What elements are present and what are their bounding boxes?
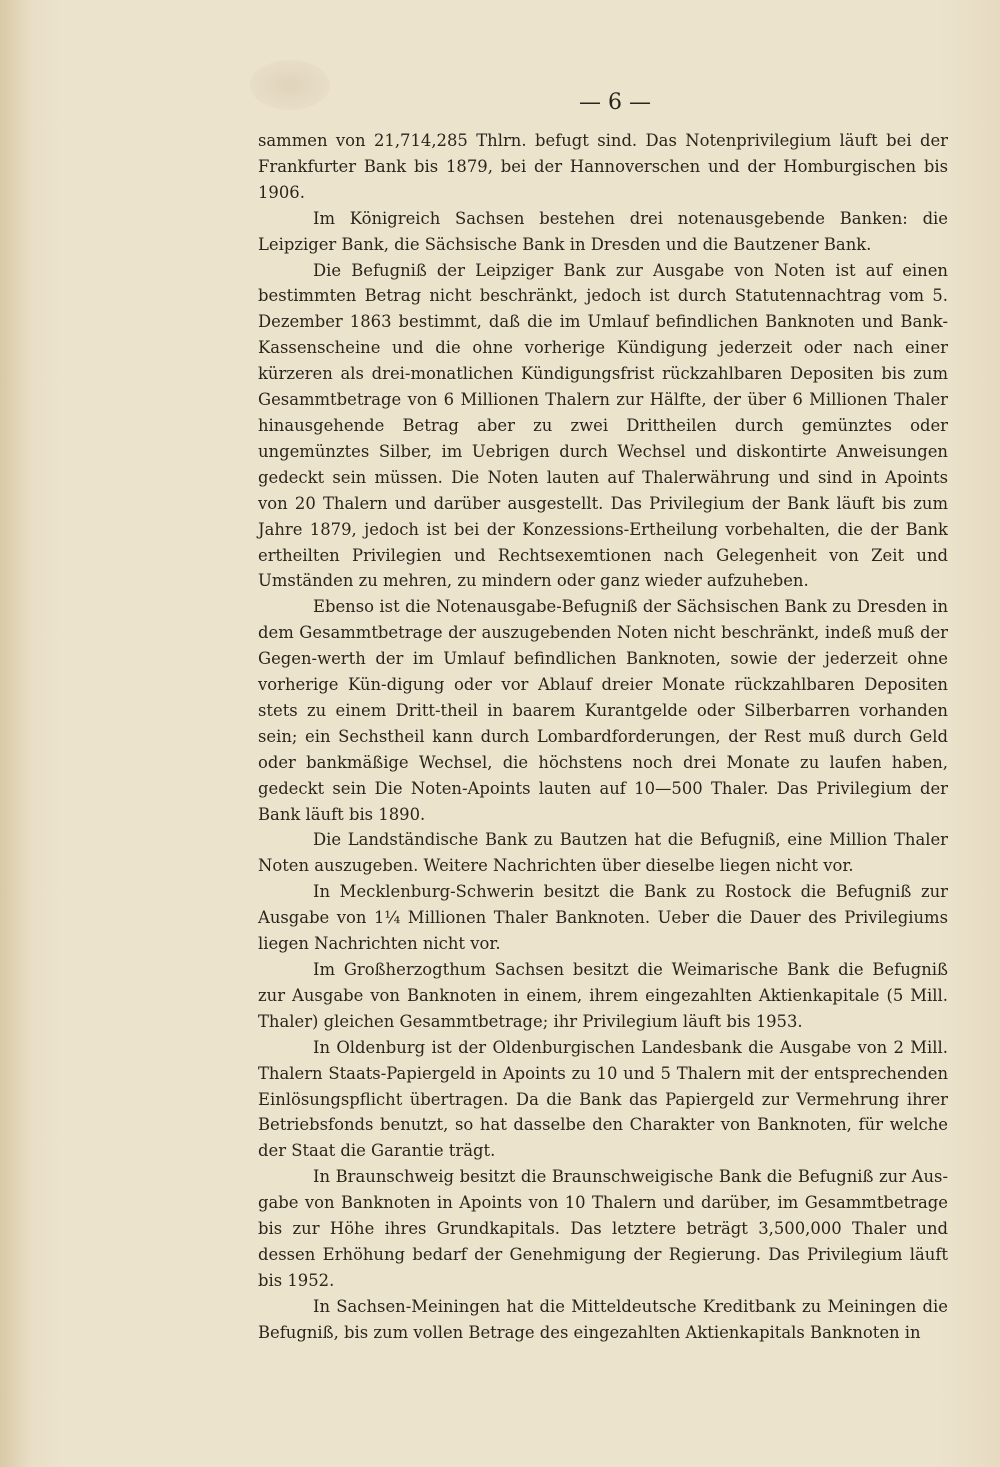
paragraph-8: In Oldenburg ist der Oldenburgischen Landesbank die Ausgabe von 2 Mill. Thalern Staats-Papiergeld in Apoints zu 10 und 5 Thalern mit der entsprechenden Einlösungspflicht übertragen. Da die Bank das Papiergeld zur Vermehrung ihrer Betriebsfonds benutzt, so hat dasselbe den Charakter von Banknoten, für welche der Staat die Garantie trägt. <box>258 1037 948 1161</box>
paragraph-1: sammen von 21,714,285 Thlrn. befugt sind. Das Notenprivilegium läuft bei der Frankfurter Bank bis 1879, bei der Hannoverschen und der Homburgischen bis 1906. <box>258 131 948 202</box>
paragraph-10: In Sachsen-Meiningen hat die Mitteldeutsche Kreditbank zu Meiningen die Befugniß, bis zum vollen Betrage des eingezahlten Aktienkapitals Banknoten in <box>258 1296 948 1342</box>
paragraph-6: In Mecklenburg-Schwerin besitzt die Bank zu Rostock die Befugniß zur Ausgabe von 1¼ Millionen Thaler Banknoten. Ueber die Dauer des Privilegiums liegen Nachrichten nicht vor. <box>258 882 948 954</box>
paragraph-3: Die Befugniß der Leipziger Bank zur Ausgabe von Noten ist auf einen bestimmten Betrag nicht beschränkt, jedoch ist durch Statutennachtrag vom 5. Dezember 1863 bestimmt, daß die im Umlauf befindlichen Banknoten und Bank-Kassenscheine und die ohne vorherige Kündigung jederzeit oder nach einer kürzeren als drei-monatlichen Kündigungsfrist rückzahlbaren Depositen bis zum Gesammtbetrage von 6 Millionen Thalern zur Hälfte, der über 6 Millionen Thaler hinausgehende Betrag aber zu zwei Drittheilen durch gemünztes oder ungemünztes Silber, im Uebrigen durch Wechsel und diskontirte Anweisungen gedeckt sein müssen. Die Noten lauten auf Thalerwährung und sind in Apoints von 20 Thalern und darüber ausgestellt. Das Privilegium der Bank läuft bis zum Jahre 1879, jedoch ist bei der Konzessions-Ertheilung vorbehalten, die der Bank ertheilten Privilegien und Rechtsexemtionen nach Gelegenheit von Zeit und Umständen zu mehren, zu mindern oder ganz wieder aufzuheben. <box>258 260 948 591</box>
paragraph-9: In Braunschweig besitzt die Braunschweigische Bank die Befugniß zur Aus-gabe von Banknoten in Apoints von 10 Thalern und darüber, im Gesammtbetrage bis zur Höhe ihres Grundkapitals. Das letztere beträgt 3,500,000 Thaler und dessen Erhöhung bedarf der Genehmigung der Regierung. Das Privilegium läuft bis 1952. <box>258 1167 948 1290</box>
paragraph-5: Die Landständische Bank zu Bautzen hat die Befugniß, eine Million Thaler Noten auszugeben. Weitere Nachrichten über dieselbe liegen nicht vor. <box>258 830 948 876</box>
page-number: — 6 — <box>579 90 651 115</box>
paragraph-2: Im Königreich Sachsen bestehen drei notenausgebende Banken: die Leipziger Bank, die Sächsische Bank in Dresden und die Bautzener Bank. <box>258 208 948 254</box>
body-text <box>258 128 948 1346</box>
paragraph-7: Im Großherzogthum Sachsen besitzt die Weimarische Bank die Befugniß zur Ausgabe von Banknoten in einem, ihrem eingezahlten Aktienkapitale (5 Mill. Thaler) gleichen Gesammtbetrage; ihr Privilegium läuft bis 1953. <box>258 960 948 1031</box>
paragraph-4: Ebenso ist die Notenausgabe-Befugniß der Sächsischen Bank zu Dresden in dem Gesammtbetrage der auszugebenden Noten nicht beschränkt, indeß muß der Gegen-werth der im Umlauf befindlichen Banknoten, sowie der jederzeit ohne vorherige Kün-digung oder vor Ablauf dreier Monate rückzahlbaren Depositen stets zu einem Dritt-theil in baarem Kurantgelde oder Silberbarren vorhanden sein; ein Sechstheil kann durch Lombardforderungen, der Rest muß durch Geld oder bankmäßige Wechsel, die höchstens noch drei Monate zu laufen haben, gedeckt sein Die Noten-Apoints lauten auf 10—500 Thaler. Das Privilegium der Bank läuft bis 1890. <box>258 597 948 824</box>
